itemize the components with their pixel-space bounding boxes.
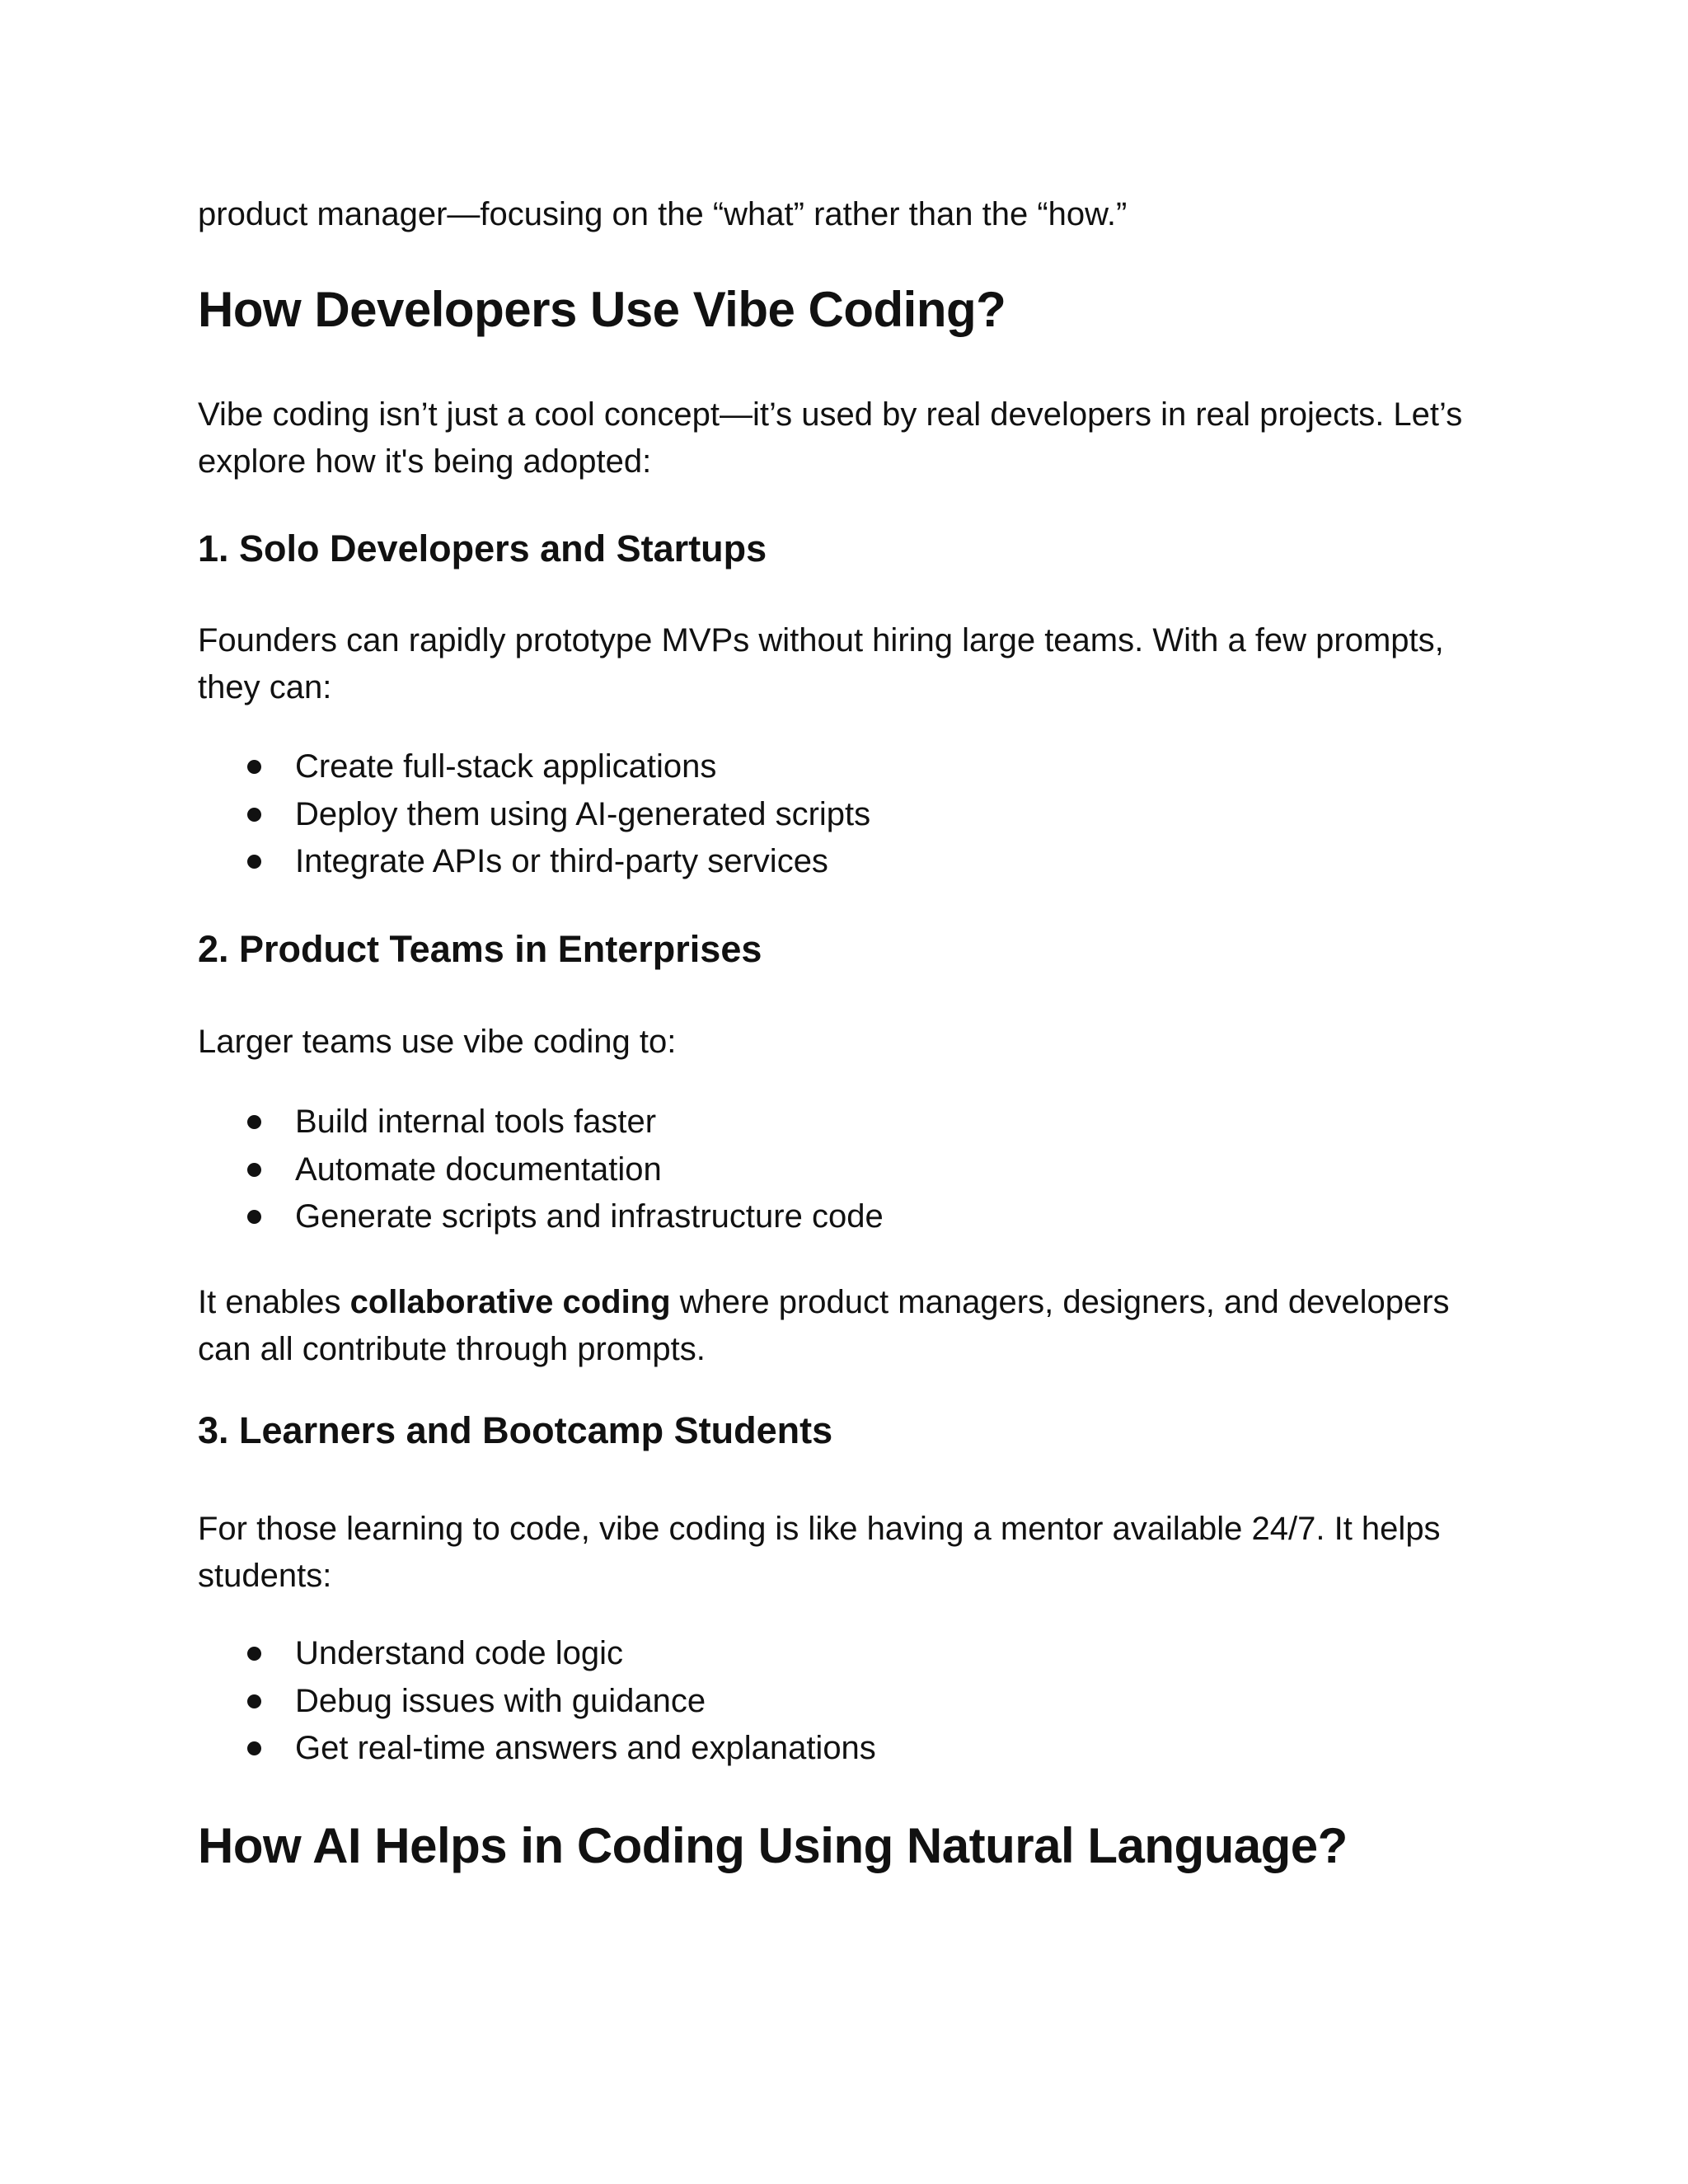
bullet-icon [247,1210,261,1224]
intro-tail-paragraph: product manager—focusing on the “what” rather than the “how.” [198,196,1128,232]
bullet-icon [247,855,261,869]
bullet-icon [247,1694,261,1708]
bullet-icon [247,808,261,822]
list-item [198,743,1500,791]
list-item-text: Get real-time answers and explanations [295,1730,876,1766]
product-teams-bullet-list [198,1099,1500,1241]
list-item-text: Build internal tools faster [295,1104,657,1140]
subheading-product-teams: 2. Product Teams in Enterprises [198,928,762,970]
collaborative-coding-paragraph [198,1279,1500,1373]
list-item [198,1099,1500,1146]
list-item-text: Generate scripts and infrastructure code [295,1198,884,1235]
list-item-text: Debug issues with guidance [295,1682,706,1719]
subheading-solo-developers: 1. Solo Developers and Startups [198,527,767,569]
section-heading-developers: How Developers Use Vibe Coding? [198,282,1006,337]
list-item-text: Integrate APIs or third-party services [295,843,828,879]
subheading-learners: 3. Learners and Bootcamp Students [198,1409,833,1451]
list-item [198,1630,1500,1678]
list-item [198,1678,1500,1726]
section-heading-ai-natural-language: How AI Helps in Coding Using Natural Language? [198,1818,1348,1873]
bullet-icon [247,1115,261,1129]
collaborative-pre-text: It enables [198,1284,350,1320]
list-item-text: Understand code logic [295,1635,624,1671]
list-item [198,1725,1500,1773]
learners-bullet-list [198,1630,1500,1773]
bullet-icon [247,1741,261,1755]
bullet-icon [247,760,261,774]
learners-paragraph: For those learning to code, vibe coding is like having a mentor available 24/7. It helps students: [198,1511,1441,1594]
list-item [198,1146,1500,1194]
collaborative-post-text: where product managers, designers, and developers can all contribute through prompts. [198,1284,1450,1367]
collaborative-coding-bold: collaborative coding [349,1284,671,1320]
bullet-icon [247,1163,261,1177]
list-item-text: Automate documentation [295,1151,662,1188]
solo-developers-paragraph: Founders can rapidly prototype MVPs without hiring large teams. With a few prompts, they can: [198,622,1444,705]
list-item [198,1193,1500,1241]
list-item [198,838,1500,886]
bullet-icon [247,1647,261,1661]
list-item-text: Create full-stack applications [295,748,717,785]
section-intro-paragraph: Vibe coding isn’t just a cool concept—it’s used by real developers in real projects. Let’s explore how it's being adopted: [198,396,1463,480]
list-item [198,791,1500,839]
list-item-text: Deploy them using AI-generated scripts [295,795,871,832]
solo-developers-bullet-list [198,743,1500,886]
product-teams-paragraph: Larger teams use vibe coding to: [198,1024,677,1060]
